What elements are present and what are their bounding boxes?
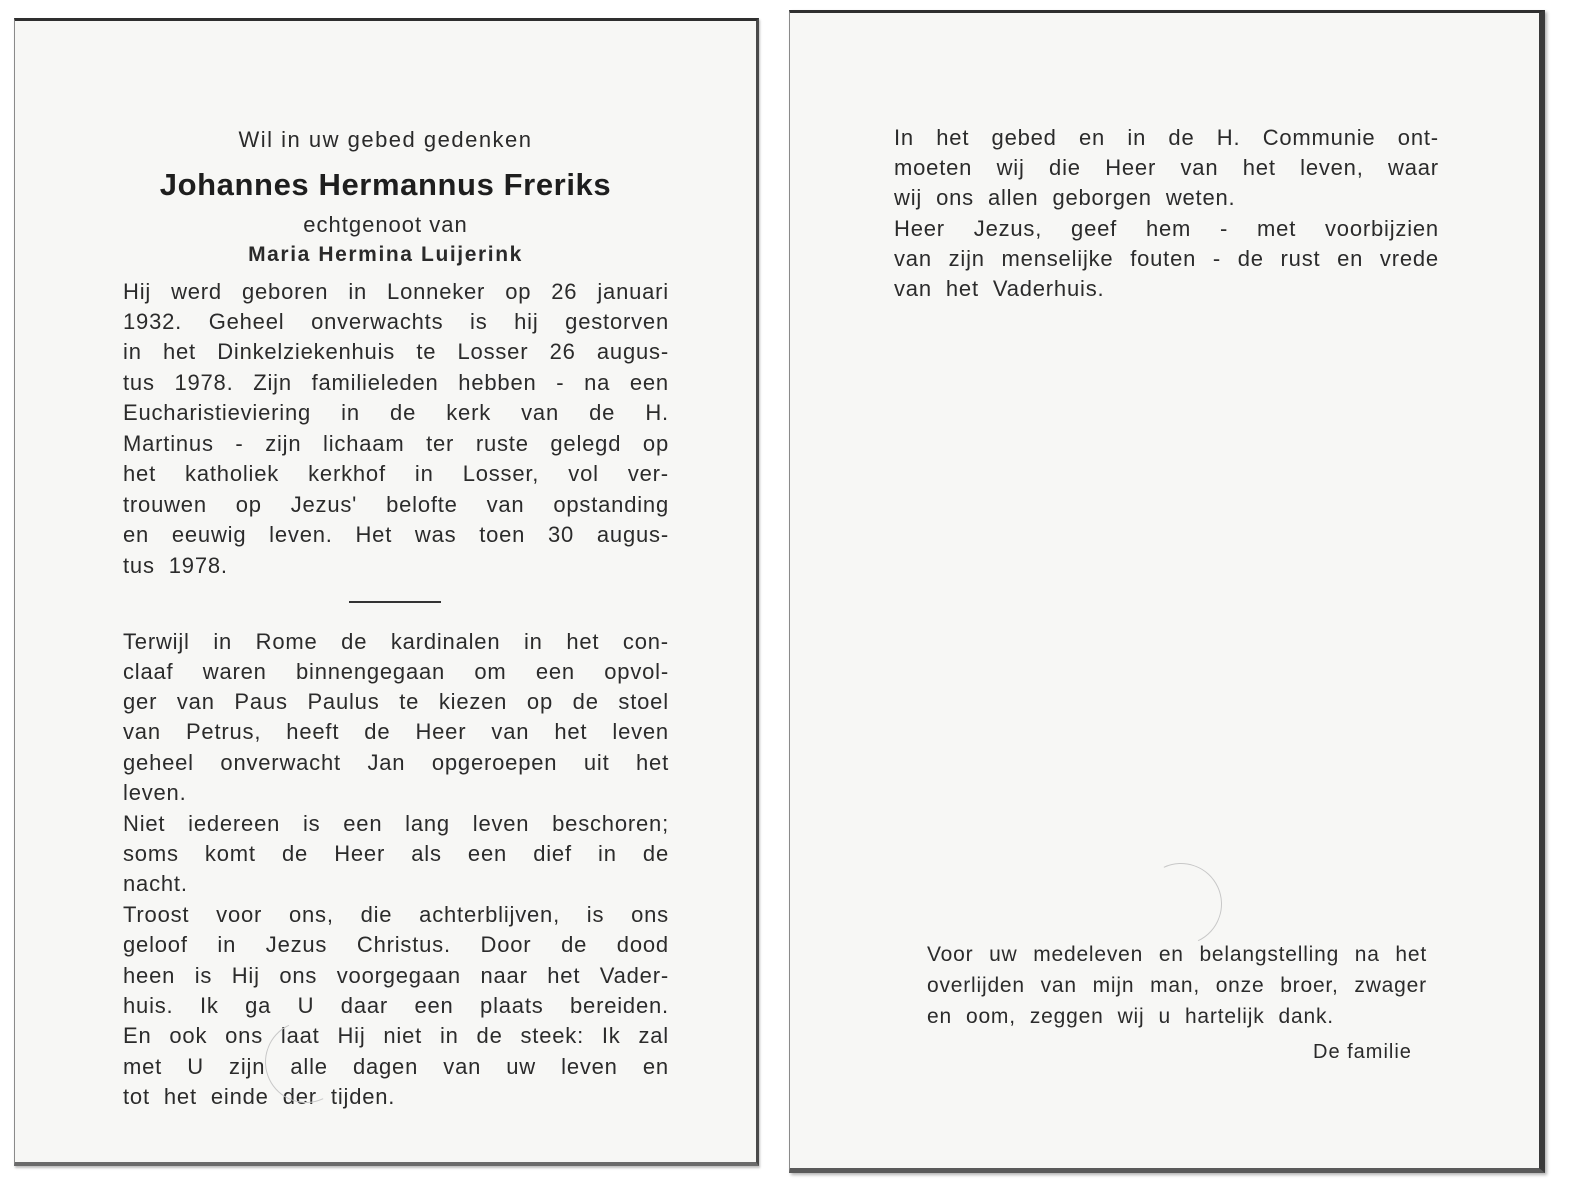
word: overlijden (927, 974, 1025, 997)
word: Martinus (123, 431, 214, 456)
reflection-line (123, 750, 669, 776)
spouse-name: Maria Hermina Luijerink (248, 243, 523, 266)
word: de (281, 841, 309, 866)
word: gelegd (550, 431, 622, 456)
word: tot (123, 1084, 150, 1109)
word: kiezen (438, 689, 508, 714)
word: Terwijl (123, 629, 190, 654)
word: waren (202, 659, 267, 684)
word: rust (1280, 246, 1321, 271)
word: van (1180, 155, 1219, 180)
word: van (491, 719, 530, 744)
word: Losser, (462, 461, 540, 486)
reflection-line (123, 811, 669, 837)
word: einde (210, 1084, 269, 1109)
word: het (163, 1084, 197, 1109)
word: hartelijk (1184, 1005, 1265, 1028)
word: geloof (123, 932, 188, 957)
word: gestorven (565, 309, 669, 334)
word: januari (597, 279, 669, 304)
word: plaats (480, 993, 544, 1018)
word: Vaderhuis. (992, 276, 1105, 301)
reflection-line (123, 902, 669, 928)
word: het (123, 461, 156, 486)
word: die (360, 902, 393, 927)
reflection-line (123, 629, 669, 655)
prayer-card-back (789, 10, 1545, 1173)
word: gebed (991, 125, 1057, 150)
word: En (123, 1023, 152, 1048)
word: het (1395, 943, 1427, 966)
word: van (1040, 974, 1077, 997)
word: als (411, 841, 442, 866)
word: mijn (1092, 974, 1135, 997)
word: belofte (386, 492, 458, 517)
biography-line (123, 492, 669, 518)
biography-line (123, 431, 669, 457)
word: van (123, 719, 161, 744)
word: zijn (948, 246, 985, 271)
word: de (589, 400, 616, 425)
word: 26 (551, 279, 578, 304)
word: U (297, 993, 315, 1018)
thanks-line (927, 943, 1427, 967)
word: een (467, 841, 508, 866)
word: Vader- (599, 963, 669, 988)
word: van (894, 246, 932, 271)
word: opstanding (553, 492, 669, 517)
paper-crease-mark (1128, 851, 1233, 956)
word: ruste (475, 431, 529, 456)
word: een (414, 993, 454, 1018)
word: dagen (352, 1054, 419, 1079)
prayer-card-front (14, 18, 759, 1166)
word: ons, (288, 902, 334, 927)
word: is (586, 902, 605, 927)
word: lang (405, 811, 450, 836)
word: en (1337, 246, 1364, 271)
word: werd (171, 279, 222, 304)
word: Paus (234, 689, 288, 714)
word: en (927, 1005, 952, 1028)
biography-line (123, 309, 669, 335)
word: moeten (894, 155, 973, 180)
word: ont- (1397, 125, 1439, 150)
word: na (1354, 943, 1380, 966)
prayer-line (894, 246, 1439, 272)
word: u (1158, 1005, 1171, 1028)
word: ons (225, 1023, 264, 1048)
word: geborgen (1052, 185, 1152, 210)
word: ver- (627, 461, 669, 486)
word: stoel (618, 689, 669, 714)
word: leven (472, 811, 530, 836)
word: H. (1216, 125, 1241, 150)
word: voorgegaan (336, 963, 461, 988)
biography-line (123, 522, 669, 548)
word: onverwachts (311, 309, 444, 334)
word: van (443, 1054, 482, 1079)
word: daar (340, 993, 389, 1018)
word: in (348, 279, 368, 304)
word: het (547, 963, 581, 988)
word: leven (561, 1054, 618, 1079)
word: in (341, 400, 360, 425)
word: opgeroepen (431, 750, 558, 775)
word: zijn (265, 431, 302, 456)
word: niet (383, 1023, 423, 1048)
signature-text: De familie (1313, 1041, 1412, 1063)
word: - (1212, 246, 1222, 271)
word: Jezus (265, 932, 328, 957)
word: de (390, 400, 417, 425)
word: kerkhof (308, 461, 386, 486)
word: medeleven (1033, 943, 1144, 966)
reflection-line (123, 963, 669, 989)
reflection-line (123, 659, 669, 685)
word: augus- (596, 522, 669, 547)
word: Jezus' (290, 492, 358, 517)
word: om (474, 659, 507, 684)
word: Heer (1105, 155, 1157, 180)
word: is (194, 963, 213, 988)
word: dief (533, 841, 572, 866)
word: onverwacht (220, 750, 341, 775)
word: zwager (1354, 974, 1427, 997)
word: te (416, 339, 437, 364)
word: leven. (269, 522, 333, 547)
word: ons (936, 185, 974, 210)
word: in (217, 932, 237, 957)
word: 1932. (123, 309, 183, 334)
word: en (1079, 125, 1106, 150)
word: eeuwig (171, 522, 247, 547)
word: in (123, 339, 142, 364)
word: van (486, 492, 525, 517)
section-divider (349, 601, 441, 603)
word: uw (989, 943, 1018, 966)
reflection-line (123, 719, 669, 745)
word: Ik (199, 993, 219, 1018)
word: Het (355, 522, 393, 547)
prayer-line (894, 276, 1439, 302)
word: steek: (520, 1023, 584, 1048)
word: ga (245, 993, 272, 1018)
word: van (894, 276, 932, 301)
biography-line (123, 339, 669, 365)
word: de (572, 689, 599, 714)
word: Paulus (307, 689, 380, 714)
word: Door (480, 932, 532, 957)
word: het (566, 629, 600, 654)
word: uw (506, 1054, 536, 1079)
word: in (414, 461, 434, 486)
thanks-line (927, 974, 1427, 998)
biography-line (123, 400, 669, 426)
word: Geheel (208, 309, 285, 334)
word: lichaam (323, 431, 405, 456)
biography-line (123, 279, 669, 305)
word: voorbijzien (1324, 216, 1439, 241)
word: ook (169, 1023, 208, 1048)
word: 30 (548, 522, 575, 547)
word: H. (645, 400, 669, 425)
word: 1978. (168, 553, 228, 578)
word: alle (290, 1054, 328, 1079)
word: Zijn (253, 370, 292, 395)
word: Jan (367, 750, 406, 775)
reflection-line (123, 1084, 669, 1110)
word: de (561, 932, 588, 957)
deceased-name: Johannes Hermannus Freriks (159, 167, 612, 202)
word: geheel (123, 750, 194, 775)
word: en (123, 522, 150, 547)
intro-text: Wil in uw gebed gedenken (238, 127, 533, 152)
word: Eucharistieviering (123, 400, 312, 425)
word: Christus. (356, 932, 451, 957)
reflection-line (123, 841, 669, 867)
word: Hij (123, 279, 152, 304)
word: voor (216, 902, 263, 927)
word: geboren (241, 279, 329, 304)
word: wij (1117, 1005, 1145, 1028)
word: soms (123, 841, 179, 866)
word: dank. (1278, 1005, 1334, 1028)
thanks-line (927, 1005, 1342, 1029)
word: katholiek (185, 461, 280, 486)
word: naar (480, 963, 528, 988)
word: dood (616, 932, 669, 957)
word: op (642, 431, 669, 456)
word: Niet (123, 811, 166, 836)
word: en (642, 1054, 669, 1079)
word: oom, (965, 1005, 1016, 1028)
word: van (521, 400, 559, 425)
word: kardinalen (390, 629, 501, 654)
word: te (399, 689, 420, 714)
word: het (636, 750, 669, 775)
word: in (1127, 125, 1147, 150)
word: Dinkelziekenhuis (217, 339, 396, 364)
word: hem (1145, 216, 1192, 241)
word: het (1242, 155, 1276, 180)
word: tus (123, 553, 155, 578)
word: 1978. (174, 370, 234, 395)
word: beschoren; (552, 811, 669, 836)
prayer-line (894, 216, 1439, 242)
word: Jezus, (973, 216, 1043, 241)
word: toen (479, 522, 526, 547)
reflection-line (123, 1054, 669, 1080)
word: Heer (415, 719, 467, 744)
word: man, (1150, 974, 1200, 997)
word: het (936, 125, 970, 150)
word: de (476, 1023, 503, 1048)
word: menselijke (1001, 246, 1114, 271)
word: is (470, 309, 488, 334)
reflection-line (123, 993, 669, 1019)
word: achterblijven, (419, 902, 560, 927)
word: 26 (549, 339, 576, 364)
word: de (341, 629, 368, 654)
word: Petrus, (185, 719, 262, 744)
word: hebben (458, 370, 537, 395)
word: vrede (1379, 246, 1439, 271)
word: de (1168, 125, 1195, 150)
word: leven. (123, 780, 187, 805)
word: kerk (446, 400, 491, 425)
word: de (1237, 246, 1264, 271)
word: was (414, 522, 457, 547)
word: uit (583, 750, 610, 775)
word: belangstelling (1199, 943, 1340, 966)
prayer-line (894, 125, 1439, 151)
reflection-line (123, 1023, 669, 1049)
word: huis. (123, 993, 174, 1018)
word: Voor (927, 943, 974, 966)
biography-line (123, 370, 669, 396)
word: con- (622, 629, 669, 654)
word: ons (279, 963, 318, 988)
word: nacht. (123, 871, 188, 896)
word: zeggen (1029, 1005, 1104, 1028)
word: in (523, 629, 543, 654)
word: tijden. (330, 1084, 396, 1109)
word: Heer (894, 216, 945, 241)
word: waar (1388, 155, 1439, 180)
word: ons (631, 902, 669, 927)
word: het (945, 276, 979, 301)
word: Communie (1262, 125, 1376, 150)
word: op (526, 689, 553, 714)
biography-line (123, 553, 669, 579)
word: op (505, 279, 532, 304)
word: wij (894, 185, 923, 210)
word: die (1049, 155, 1081, 180)
word: Losser (457, 339, 529, 364)
reflection-line (123, 689, 669, 715)
word: broer, (1280, 974, 1339, 997)
word: Ik (601, 1023, 621, 1048)
word: onze (1215, 974, 1265, 997)
reflection-line (123, 871, 669, 897)
word: de (642, 841, 669, 866)
word: ter (426, 431, 455, 456)
word: tus (123, 370, 155, 395)
word: claaf (123, 659, 174, 684)
word: - (235, 431, 244, 456)
word: Rome (255, 629, 318, 654)
word: vol (568, 461, 599, 486)
word: van (176, 689, 215, 714)
reflection-line (123, 932, 669, 958)
word: In (894, 125, 914, 150)
word: in (439, 1023, 459, 1048)
word: in (213, 629, 233, 654)
word: ger (123, 689, 158, 714)
word: een (535, 659, 575, 684)
word: wij (996, 155, 1025, 180)
word: Hij (231, 963, 260, 988)
word: - (1220, 216, 1229, 241)
word: - (556, 370, 565, 395)
word: geef (1071, 216, 1118, 241)
word: allen (987, 185, 1039, 210)
word: komt (204, 841, 256, 866)
word: leven (612, 719, 669, 744)
word: in (598, 841, 617, 866)
word: Troost (123, 902, 190, 927)
word: iedereen (188, 811, 281, 836)
word: fouten (1130, 246, 1197, 271)
word: der (282, 1084, 317, 1109)
word: het (554, 719, 588, 744)
word: een (629, 370, 669, 395)
word: laat (280, 1023, 320, 1048)
prayer-line (894, 155, 1439, 181)
word: op (235, 492, 262, 517)
word: zal (638, 1023, 669, 1048)
word: hij (514, 309, 539, 334)
reflection-line (123, 780, 669, 806)
biography-line (123, 461, 669, 487)
word: trouwen (123, 492, 207, 517)
word: U (187, 1054, 204, 1079)
word: augus- (596, 339, 669, 364)
word: leven, (1300, 155, 1364, 180)
word: Heer (334, 841, 386, 866)
word: bereiden. (570, 993, 669, 1018)
word: Hij (337, 1023, 366, 1048)
word: binnengegaan (296, 659, 446, 684)
word: het (162, 339, 196, 364)
word: en (1158, 943, 1184, 966)
spouse-label: echtgenoot van (303, 212, 468, 237)
word: de (364, 719, 391, 744)
word: heeft (286, 719, 340, 744)
prayer-line (894, 185, 1304, 211)
word: zijn (229, 1054, 266, 1079)
word: Lonneker (387, 279, 486, 304)
word: na (584, 370, 611, 395)
word: is (302, 811, 321, 836)
word: met (1257, 216, 1297, 241)
word: heen (123, 963, 176, 988)
word: opvol- (604, 659, 669, 684)
word: weten. (1165, 185, 1236, 210)
word: met (123, 1054, 163, 1079)
word: een (343, 811, 383, 836)
word: familieleden (311, 370, 439, 395)
